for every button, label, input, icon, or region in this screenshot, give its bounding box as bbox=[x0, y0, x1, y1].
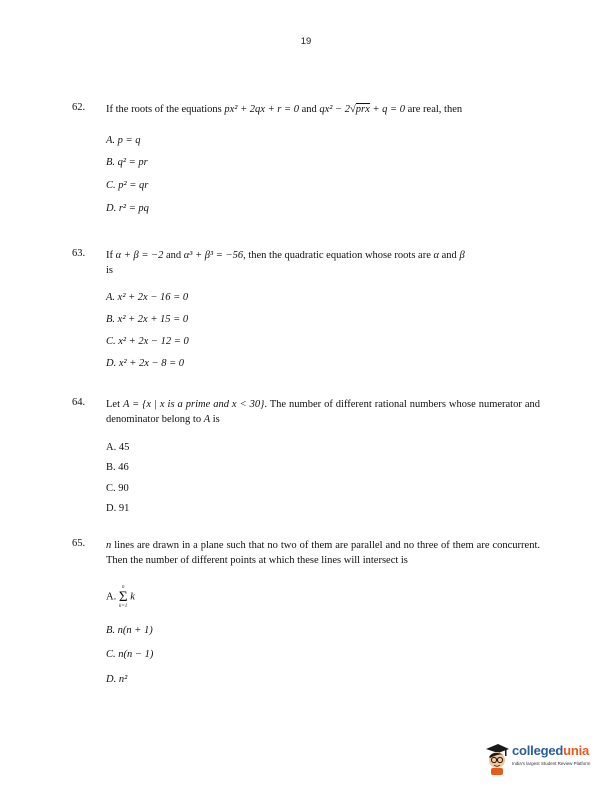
option-a bbox=[106, 584, 135, 610]
question-text bbox=[106, 538, 540, 568]
symbol-alpha: α bbox=[433, 250, 440, 261]
question-text-part: and bbox=[439, 250, 460, 261]
option-d: D. r² = pq bbox=[106, 203, 149, 214]
option-b: B. q² = pr bbox=[106, 157, 148, 168]
question-text-part: . The number of different rational numbers whose numerator and denominator belong to bbox=[106, 399, 540, 425]
option-b: B. n(n + 1) bbox=[106, 625, 153, 636]
question-text bbox=[106, 397, 540, 427]
logo-wordmark-main: colleged bbox=[512, 743, 564, 758]
logo-wordmark bbox=[512, 743, 589, 758]
question-text-part: is bbox=[106, 265, 114, 276]
summation-upper-limit: n bbox=[121, 585, 125, 590]
question-number: 62. bbox=[72, 102, 86, 113]
page-number: 19 bbox=[300, 36, 312, 47]
question-number: 65. bbox=[72, 538, 86, 549]
question-text bbox=[106, 102, 540, 117]
option-a-label: A. bbox=[106, 591, 117, 603]
equation-1: px² + 2qx + r = 0 bbox=[224, 104, 299, 115]
logo-tagline: India's largest Student Review Platform bbox=[512, 761, 591, 766]
question-text-part: If bbox=[106, 250, 116, 261]
summation bbox=[119, 584, 128, 610]
radical-sign: √ bbox=[350, 104, 356, 115]
question-text-part: and bbox=[163, 250, 184, 261]
equation-2-prefix: qx² − 2 bbox=[319, 104, 351, 115]
option-a: A. 45 bbox=[106, 442, 130, 453]
equation-2: α³ + β³ = −56 bbox=[183, 250, 244, 261]
option-d: D. 91 bbox=[106, 503, 130, 514]
collegedunia-logo bbox=[484, 741, 604, 775]
symbol-a: A bbox=[203, 414, 211, 425]
option-c: C. x² + 2x − 12 = 0 bbox=[106, 336, 189, 347]
set-definition: A = {x | x is a prime and x < 30} bbox=[122, 399, 265, 410]
question-text-part: is bbox=[210, 414, 220, 425]
question-number: 63. bbox=[72, 248, 86, 259]
question-number: 64. bbox=[72, 397, 86, 408]
option-b: B. 46 bbox=[106, 462, 129, 473]
question-text-part: Let bbox=[106, 399, 123, 410]
option-b: B. x² + 2x + 15 = 0 bbox=[106, 314, 189, 325]
summation-variable: k bbox=[130, 591, 135, 603]
question-text-part: are real, then bbox=[404, 104, 463, 115]
option-c: C. 90 bbox=[106, 483, 129, 494]
question-text-part: lines are drawn in a plane such that no two of them are parallel and no three of them are concurrent. Then the number of different points at which these lines will intersect is bbox=[106, 540, 540, 566]
sigma-icon: Σ bbox=[118, 589, 128, 605]
summation-lower-limit: k=1 bbox=[119, 604, 128, 609]
option-c: C. p² = qr bbox=[106, 180, 149, 191]
equation-1: α + β = −2 bbox=[115, 250, 164, 261]
option-c: C. n(n − 1) bbox=[106, 649, 154, 660]
student-mascot-icon bbox=[484, 741, 510, 775]
question-text-part: , then the quadratic equation whose roots are bbox=[243, 250, 434, 261]
symbol-n: n bbox=[106, 540, 112, 551]
symbol-beta: β bbox=[459, 250, 465, 261]
option-a: A. p = q bbox=[106, 135, 141, 146]
option-a: A. x² + 2x − 16 = 0 bbox=[106, 292, 189, 303]
question-text-part: and bbox=[298, 104, 320, 115]
logo-wordmark-accent: unia bbox=[563, 743, 590, 758]
equation-2-suffix: + q = 0 bbox=[369, 104, 405, 115]
option-d: D. n² bbox=[106, 674, 128, 685]
equation-2-radicand: prx bbox=[355, 104, 370, 115]
question-text bbox=[106, 248, 540, 278]
question-text-part: If the roots of the equations bbox=[106, 104, 225, 115]
option-d: D. x² + 2x − 8 = 0 bbox=[106, 358, 185, 369]
